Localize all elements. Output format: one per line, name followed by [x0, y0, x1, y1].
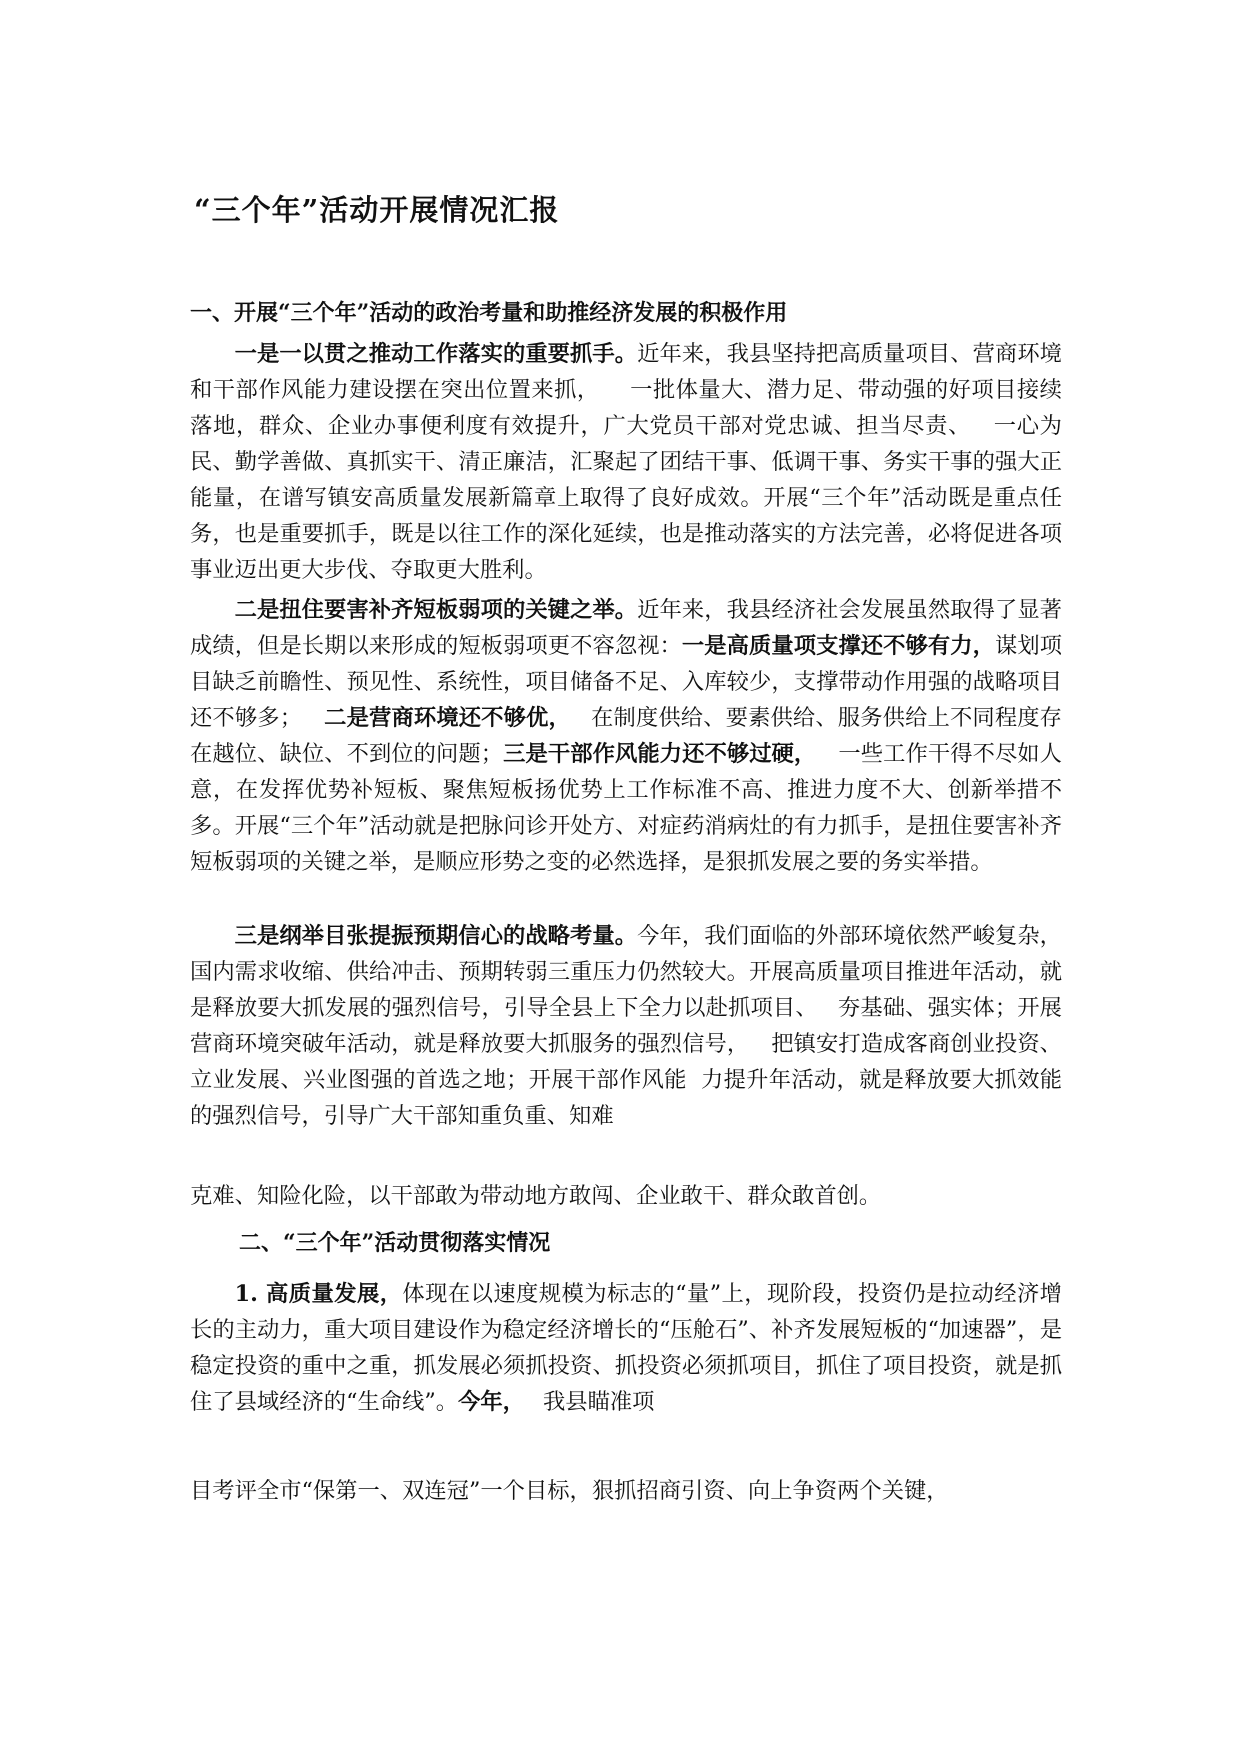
paragraph-1	[190, 336, 1062, 588]
paragraph-4: 克难、知险化险，以干部敢为带动地方敢闯、企业敢干、群众敢首创。	[190, 1183, 882, 1209]
paragraph-2-text-c: 在制度供给、要素供给、服务供给上不同程度存在越位、缺位、不到位的问题；	[190, 705, 1062, 767]
paragraph-3-text-b: 夯基础、强实体；开展营商环境突破年活动，就是释放要大抓服务的强烈信号，	[190, 995, 1062, 1057]
paragraph-6: 目考评全市“保第一、双连冠”一个目标，狠抓招商引资、向上争资两个关键，	[190, 1478, 949, 1504]
section-heading-1: 一、开展“三个年”活动的政治考量和助推经济发展的积极作用	[190, 300, 788, 326]
section-heading-2: 二、“三个年”活动贯彻落实情况	[239, 1230, 551, 1256]
paragraph-3-text-a: 今年，我们面临的外部环境依然严峻复杂，国内需求收缩、供给冲击、预期转弱三重压力仍然较大。开展高质量项目推进年活动，就是释放要大抓发展的强烈信号，引导全县上下全力以赴抓项目、	[190, 923, 1062, 1021]
paragraph-5-lead: 1. 高质量发展，	[234, 1281, 403, 1307]
paragraph-2	[190, 592, 1062, 880]
paragraph-1-text-a: 近年来，我县坚持把高质量项目、营商环境和干部作风能力建设摆在突出位置来抓，	[190, 341, 1062, 403]
paragraph-1-lead: 一是一以贯之推动工作落实的重要抓手。	[234, 341, 638, 367]
paragraph-5-bold-1: 今年，	[458, 1389, 525, 1415]
paragraph-2-text-b: 谋划项目缺乏前瞻性、预见性、系统性，项目储备不足、入库较少，支撑带动作用强的战略项目还不够多；	[190, 633, 1062, 731]
paragraph-3-text-c: 把镇安打造成客商创业投资、立业发展、兴业图强的首选之地；开展干部作风能	[190, 1031, 1062, 1093]
paragraph-2-bold-3: 三是干部作风能力还不够过硬，	[503, 741, 817, 767]
paragraph-1-text-b: 一批体量大、潜力足、带动强的好项目接续落地，群众、企业办事便利度有效提升，广大党员干部对党忠诚、担当尽责、	[190, 377, 1062, 439]
paragraph-5-text-a: 体现在以速度规模为标志的“量”上，现阶段，投资仍是拉动经济增长的主动力，重大项目建设作为稳定经济增长的“压舱石”、补齐发展短板的“加速器”，是稳定投资的重中之重，抓发展必须抓投资、抓投资必须抓项目，抓住了项目投资，就是抓住了县域经济的“生命线”。	[190, 1281, 1062, 1415]
paragraph-2-text-d: 一些工作干得不尽如人意，在发挥优势补短板、聚焦短板扬优势上工作标准不高、推进力度不大、创新举措不多。开展“三个年”活动就是把脉问诊开处方、对症药消病灶的有力抓手，是扭住要害补齐短板弱项的关键之举，是顺应形势之变的必然选择，是狠抓发展之要的务实举措。	[190, 741, 1062, 875]
paragraph-3	[190, 918, 1062, 1134]
paragraph-2-text-a: 近年来，我县经济社会发展虽然取得了显著成绩，但是长期以来形成的短板弱项更不容忽视：	[190, 597, 1062, 659]
paragraph-5-text-b: 我县瞄准项	[542, 1389, 655, 1415]
paragraph-2-lead: 二是扭住要害补齐短板弱项的关键之举。	[234, 597, 638, 623]
paragraph-3-lead: 三是纲举目张提振预期信心的战略考量。	[234, 923, 638, 949]
paragraph-2-bold-2: 二是营商环境还不够优，	[324, 705, 571, 731]
paragraph-3-text-d: 力提升年活动，就是释放要大抓效能的强烈信号，引导广大干部知重负重、知难	[190, 1067, 1062, 1129]
paragraph-2-bold-1: 一是高质量项支撑还不够有力，	[681, 633, 995, 659]
paragraph-1-text-c: 一心为民、勤学善做、真抓实干、清正廉洁，汇聚起了团结干事、低调干事、务实干事的强大正能量，在谱写镇安高质量发展新篇章上取得了良好成效。开展“三个年”活动既是重点任务，也是重要抓手，既是以往工作的深化延续，也是推动落实的方法完善，必将促进各项事业迈出更大步伐、夺取更大胜利。	[190, 413, 1062, 583]
document-title: “三个年”活动开展情况汇报	[194, 193, 560, 227]
paragraph-5	[190, 1276, 1062, 1420]
